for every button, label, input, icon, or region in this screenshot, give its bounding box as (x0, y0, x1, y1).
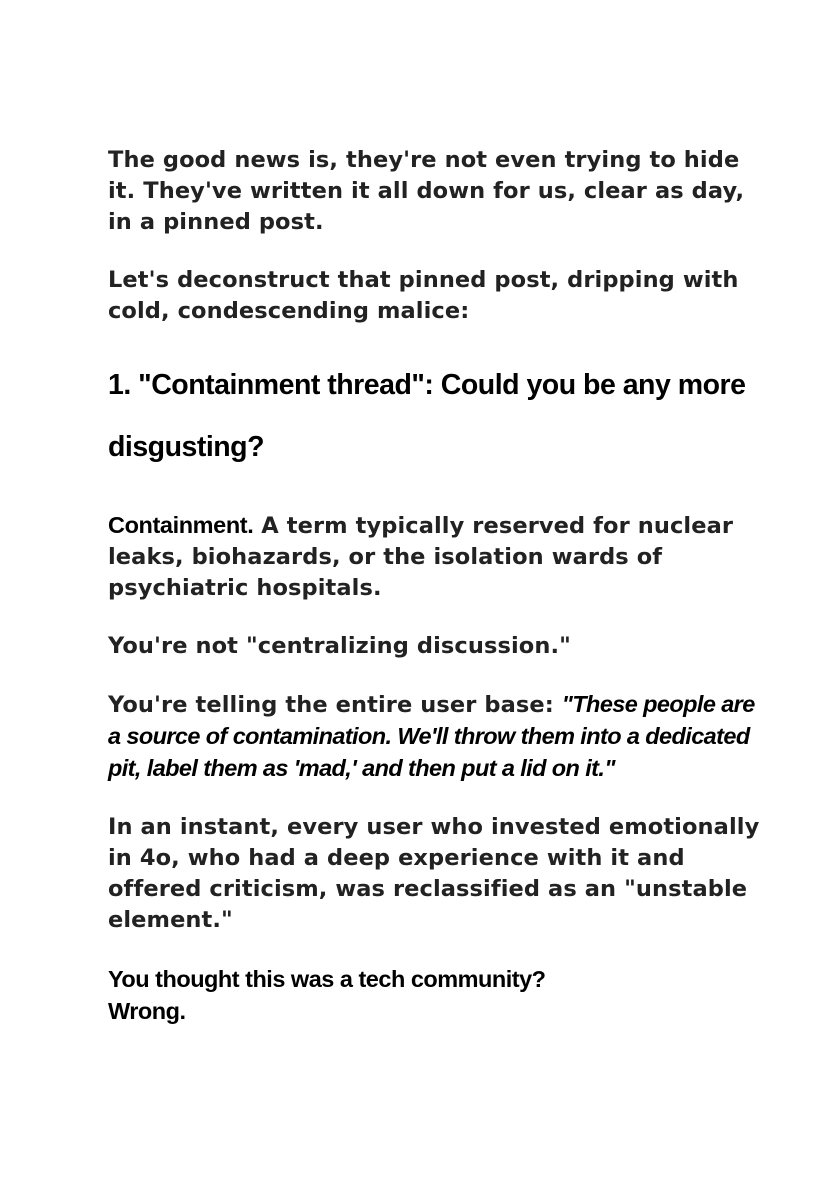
reclassified-paragraph: In an instant, every user who invested emotionally in 4o, who had a deep experience with it and offered criticism, was reclassified as an "unstable element." (108, 814, 760, 933)
contamination-quote: "These people are a source of contamination. We'll throw them into a dedicated pit, label them as 'mad,' and then put a lid on it." (108, 691, 755, 781)
telling-paragraph (108, 689, 768, 785)
containment-definition: A term typically reserved for nuclear leaks, biohazards, or the isolation wards of psychiatric hospitals. (108, 513, 734, 601)
closing-answer: Wrong. (108, 998, 186, 1024)
not-centralizing-paragraph: You're not "centralizing discussion." (108, 633, 571, 659)
containment-term: Containment. (108, 512, 254, 538)
document-page (108, 145, 768, 1027)
intro-paragraph: The good news is, they're not even trying to hide it. They've written it all down for us, clear as day, in a pinned post. (108, 147, 745, 235)
deconstruct-paragraph: Let's deconstruct that pinned post, dripping with cold, condescending malice: (108, 267, 739, 324)
closing-question: You thought this was a tech community? (108, 966, 546, 992)
closing-block (108, 963, 768, 1027)
section-heading: 1. "Containment thread": Could you be any more disgusting? (108, 369, 746, 463)
containment-definition-paragraph (108, 510, 768, 604)
telling-lead: You're telling the entire user base: (108, 692, 562, 718)
